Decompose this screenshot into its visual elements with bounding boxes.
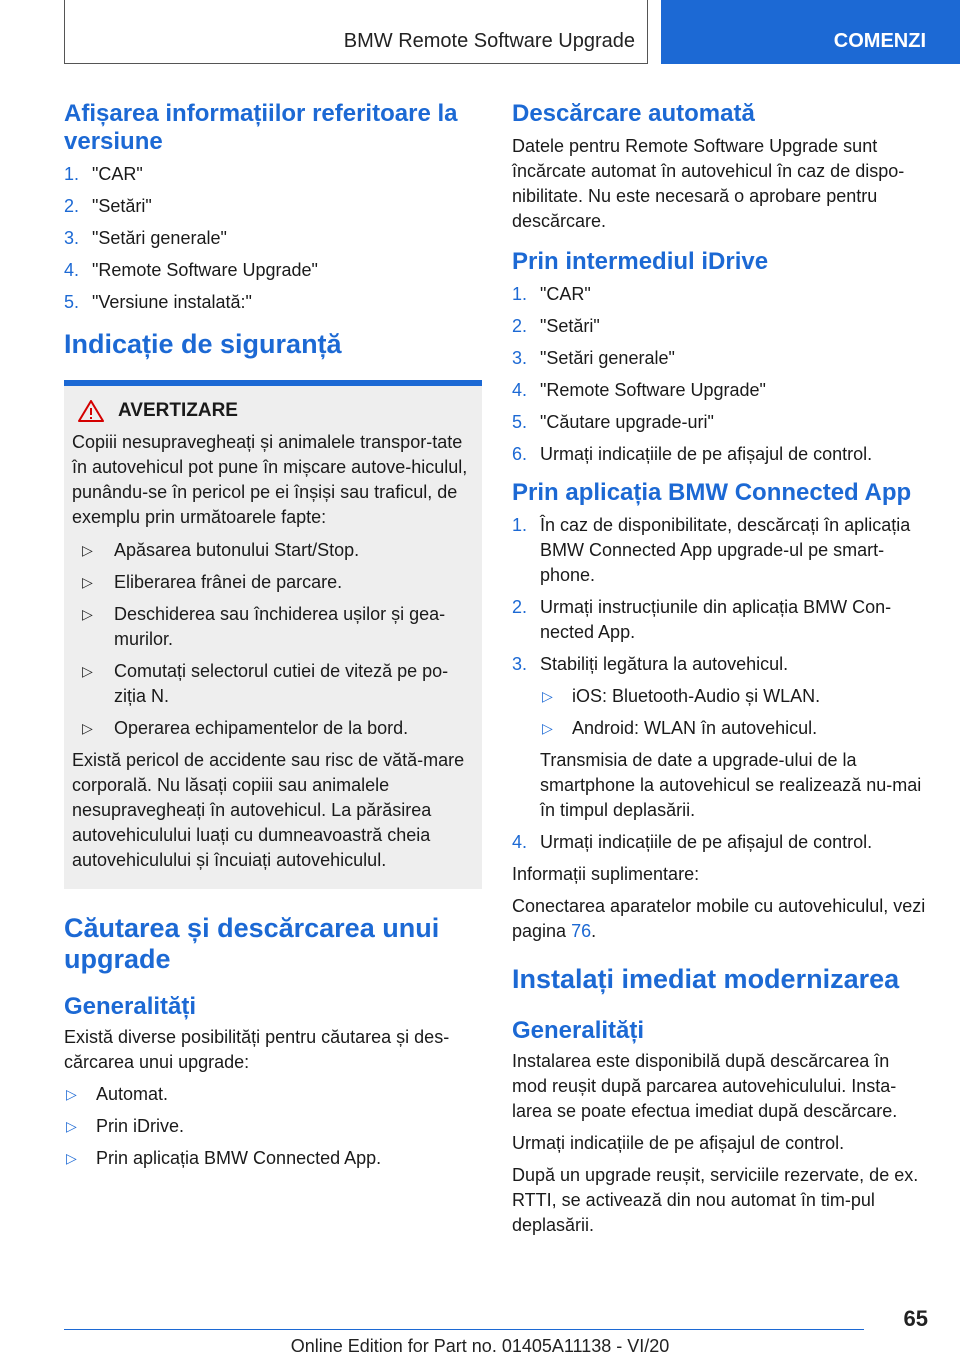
- list-item: 1. "CAR": [64, 164, 143, 184]
- list-item: ▷ Android: WLAN în autovehicul.: [540, 716, 927, 741]
- list-item: ▷ Apăsarea butonului Start/Stop.: [72, 538, 474, 563]
- list-item: ▷ Eliberarea frânei de parcare.: [72, 570, 474, 595]
- triangle-bullet-icon: ▷: [82, 663, 93, 679]
- warning-text: Copiii nesupravegheați și animalele transpor-tate în autovehicul pot pune în mișcare autove-hiculul, punându-se în pericol pe ei înșiși sau traficul, de exemplu prin următoarele fapte:: [72, 432, 468, 527]
- list-item: ▷ Automat.: [64, 1082, 482, 1107]
- app-step3-note: Transmisia de date a upgrade-ului de la smartphone la autovehicul se realizează nu-mai în timpul deplasării.: [540, 750, 922, 820]
- install-heading: Instalați imediat modernizarea: [512, 964, 900, 994]
- triangle-bullet-icon: ▷: [542, 720, 553, 736]
- info-text: Conectarea aparatelor mobile cu autovehiculul, vezi pagina 76.: [512, 896, 926, 941]
- search-heading: Căutarea și descărcarea unui upgrade: [64, 913, 440, 974]
- right-column: [512, 100, 927, 1245]
- list-item: ▷ Comutați selectorul cutiei de viteză pe po-ziția N.: [72, 659, 474, 709]
- list-item: ▷ Prin aplicația BMW Connected App.: [64, 1146, 482, 1171]
- section-tab[interactable]: COMENZI: [661, 0, 960, 64]
- header-box: [64, 0, 648, 64]
- triangle-bullet-icon: ▷: [66, 1086, 77, 1102]
- list-item: 3. "Setări generale": [64, 228, 227, 248]
- install-text-1: Instalarea este disponibilă după descărcarea în mod reușit după parcarea autovehiculului. Insta-larea se poate efectua imediat după descărcare.: [512, 1051, 898, 1121]
- list-item: 2. "Setări": [512, 316, 600, 336]
- list-item: 2. "Setări": [64, 196, 152, 216]
- list-item: ▷ Deschiderea sau închiderea ușilor și gea-murilor.: [72, 602, 474, 652]
- warning-triangle-icon: [78, 400, 104, 422]
- version-steps: [64, 162, 482, 315]
- general-text: Există diverse posibilități pentru căutarea și des-cărcarea unui upgrade:: [64, 1027, 450, 1072]
- triangle-bullet-icon: ▷: [542, 688, 553, 704]
- header-title: BMW Remote Software Upgrade: [343, 30, 635, 52]
- list-item: 4. "Remote Software Upgrade": [512, 380, 766, 400]
- auto-text: Datele pentru Remote Software Upgrade sunt încărcate automat în autovehicul în caz de dispo-nibilitate. Nu este necesară o aprobare pentru descărcare.: [512, 136, 905, 231]
- app-steps: [512, 513, 927, 855]
- warning-box: [64, 386, 482, 889]
- safety-heading: Indicație de siguranță: [64, 329, 342, 359]
- left-column: [64, 100, 482, 1178]
- list-item: 5. "Versiune instalată:": [64, 292, 252, 312]
- warning-text-2: Există pericol de accidente sau risc de vătă-mare corporală. Nu lăsați copiii sau animalele nesupravegheați în autovehicul. La părăsirea autovehiculului luați cu dumneavoastră cheia autovehiculului și încuiați autovehiculul.: [72, 750, 465, 870]
- list-item: 6. Urmați indicațiile de pe afișajul de control.: [512, 444, 873, 464]
- general-list: [64, 1082, 482, 1171]
- list-item: 1. "CAR": [512, 284, 591, 304]
- triangle-bullet-icon: ▷: [82, 720, 93, 736]
- version-heading: Afișarea informațiilor referitoare la versiune: [64, 100, 458, 155]
- install-text-3: După un upgrade reușit, serviciile rezervate, de ex. RTTI, se activează din nou automat în tim-pul deplasării.: [512, 1165, 919, 1235]
- footer-edition: Online Edition for Part no. 01405A11138 - VI/20: [290, 1336, 670, 1356]
- list-item: 3. Stabiliți legătura la autovehicul. ▷ iOS: Bluetooth-Audio și WLAN. ▷ Android: WLAN în autovehicul. Transmisia de date a upgrade-ului de la smartphone la autovehicul se realizează nu-mai în timpul deplasării.: [512, 652, 927, 823]
- footer-rule: [64, 1329, 864, 1330]
- page-number: 65: [903, 1306, 928, 1331]
- list-item: 4. Urmați indicațiile de pe afișajul de control.: [512, 832, 873, 852]
- list-item: ▷ iOS: Bluetooth-Audio și WLAN.: [540, 684, 927, 709]
- app-heading: Prin aplicația BMW Connected App: [512, 479, 912, 506]
- triangle-bullet-icon: ▷: [82, 606, 93, 622]
- app-step3-list: [540, 684, 927, 741]
- warning-title: AVERTIZARE: [118, 400, 238, 421]
- list-item: ▷ Operarea echipamentelor de la bord.: [72, 716, 474, 741]
- triangle-bullet-icon: ▷: [66, 1150, 77, 1166]
- list-item: 2. Urmați instrucțiunile din aplicația BMW Con-nected App.: [512, 597, 892, 642]
- triangle-bullet-icon: ▷: [66, 1118, 77, 1134]
- warning-list: [72, 538, 474, 741]
- info-label: Informații suplimentare:: [512, 864, 700, 884]
- install-general-heading: Generalități: [512, 1017, 645, 1044]
- list-item: 5. "Căutare upgrade-uri": [512, 412, 714, 432]
- install-text-2: Urmați indicațiile de pe afișajul de control.: [512, 1133, 845, 1153]
- list-item: 1. În caz de disponibilitate, descărcați în aplicația BMW Connected App upgrade-ul pe smart-phone.: [512, 515, 911, 585]
- triangle-bullet-icon: ▷: [82, 574, 93, 590]
- idrive-heading: Prin intermediul iDrive: [512, 248, 769, 275]
- auto-heading: Descărcare automată: [512, 100, 755, 127]
- list-item: ▷ Prin iDrive.: [64, 1114, 482, 1139]
- page-link[interactable]: 76: [571, 921, 592, 941]
- idrive-steps: [512, 282, 927, 467]
- list-item: 3. "Setări generale": [512, 348, 675, 368]
- triangle-bullet-icon: ▷: [82, 542, 93, 558]
- general-heading: Generalități: [64, 993, 197, 1020]
- list-item: 4. "Remote Software Upgrade": [64, 260, 318, 280]
